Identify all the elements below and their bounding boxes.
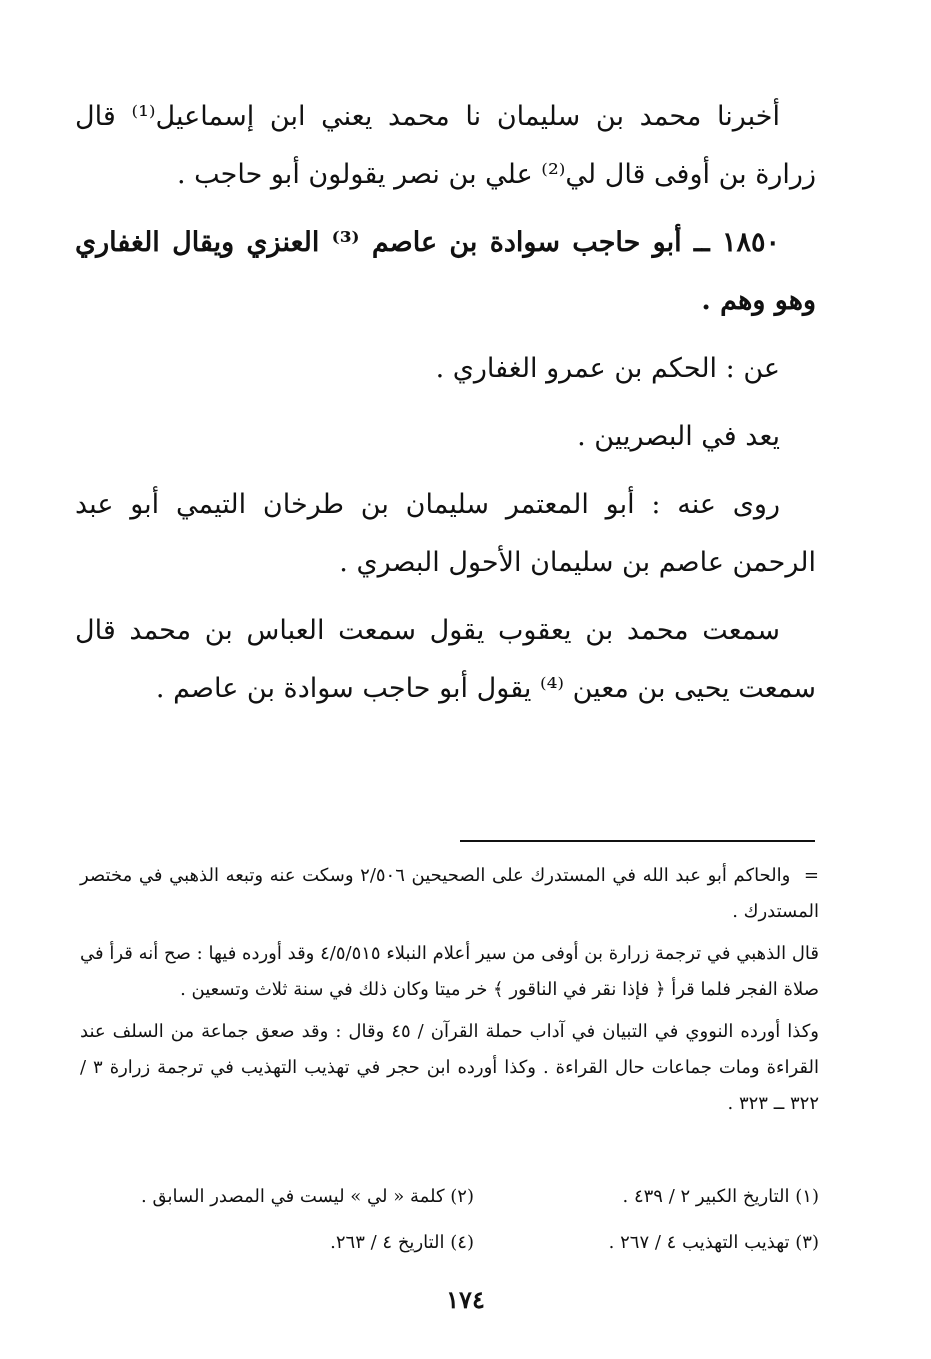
paragraph-narrated-by: روى عنه : أبو المعتمر سليمان بن طرخان التيمي أبو عبد الرحمن عاصم بن سليمان الأحول البصري .	[75, 489, 816, 578]
footnote-continuation	[80, 858, 819, 930]
paragraph-counted-among: يعد في البصريين .	[577, 421, 780, 452]
ref-row	[80, 1220, 819, 1266]
footnote-separator	[460, 840, 815, 842]
ref-row	[80, 1174, 819, 1220]
main-text	[75, 88, 816, 728]
footnote-ref-3: (٣) تهذيب التهذيب ٤ / ٢٦٧ .	[608, 1232, 819, 1253]
paragraph-chain: أخبرنا محمد بن سليمان نا محمد يعني ابن إسماعيل⁽¹⁾ قال زرارة بن أوفى قال لي⁽²⁾ علي بن نصر يقولون أبو حاجب .	[75, 101, 816, 190]
footnote-ref-1: (١) التاريخ الكبير ٢ / ٤٣٩ .	[622, 1186, 819, 1207]
footnotes	[80, 858, 819, 1128]
paragraph-heard: سمعت محمد بن يعقوب يقول سمعت العباس بن محمد قال سمعت يحيى بن معين ⁽⁴⁾ يقول أبو حاجب سوادة بن عاصم .	[75, 615, 816, 704]
entry-heading: ١٨٥٠ ــ أبو حاجب سوادة بن عاصم ⁽³⁾ العنزي ويقال الغفاري وهو وهم .	[75, 227, 816, 316]
footnote-ref-4: (٤) التاريخ ٤ / ٢٦٣.	[330, 1232, 474, 1253]
paragraph-narrates-from: عن : الحكم بن عمرو الغفاري .	[435, 353, 780, 384]
continuation-mark: =	[803, 865, 819, 886]
footnote-paragraph: قال الذهبي في ترجمة زرارة بن أوفى من سير أعلام النبلاء ٤/٥/٥١٥ وقد أورده فيها : صح أنه قرأ في صلاة الفجر فلما قرأ ﴿ فإذا نقر في الناقور ﴾ خر ميتا وكان ذلك في سنة ثلاث وتسعين .	[80, 943, 819, 1000]
footnote-ref-2: (٢) كلمة « لي » ليست في المصدر السابق .	[141, 1186, 474, 1207]
footnote-text: والحاكم أبو عبد الله في المستدرك على الصحيحين ٢/٥٠٦ وسكت عنه وتبعه الذهبي في مختصر المستدرك .	[80, 865, 819, 922]
footnote-paragraph: وكذا أورده النووي في التبيان في آداب حملة القرآن / ٤٥ وقال : وقد صعق جماعة من السلف عند القراءة ومات جماعات حال القراءة . وكذا أورده ابن حجر في تهذيب التهذيب في ترجمة زرارة ٣ / ٣٢٢ ــ ٣٢٣ .	[80, 1021, 819, 1114]
page-number: ١٧٤	[446, 1285, 485, 1314]
footnote-references	[80, 1174, 819, 1266]
